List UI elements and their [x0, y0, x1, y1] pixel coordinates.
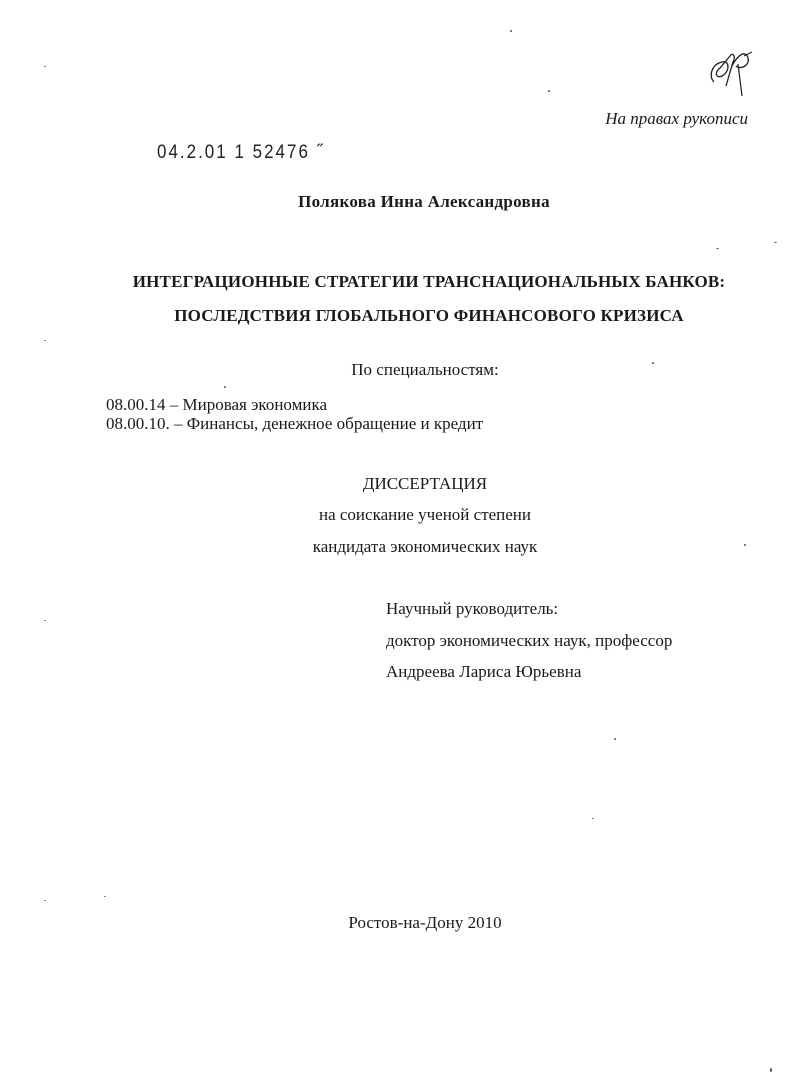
- archive-code-stamp: 04.2.01 1 52476 ˝: [157, 140, 325, 163]
- scan-speck: [510, 30, 512, 32]
- manuscript-rights-note: На правах рукописи: [605, 109, 748, 128]
- scan-speck: [652, 362, 654, 364]
- scan-speck: [104, 896, 106, 897]
- scan-speck: [774, 242, 777, 243]
- handwritten-signature: [700, 42, 760, 102]
- specialties-heading: По специальностям:: [351, 360, 499, 379]
- scan-speck: [224, 386, 226, 388]
- advisor-credentials: доктор экономических наук, профессор: [386, 631, 673, 650]
- dissertation-type: ДИССЕРТАЦИЯ: [362, 474, 488, 493]
- scan-speck: [44, 620, 46, 621]
- specialty-item: 08.00.10. – Финансы, денежное обращение и кредит: [106, 414, 484, 433]
- scan-speck: [716, 248, 719, 249]
- scan-speck: [44, 66, 46, 67]
- author-name: Полякова Инна Александровна: [298, 192, 550, 211]
- advisor-name: Андреева Лариса Юрьевна: [386, 662, 582, 681]
- dissertation-title-line-2: ПОСЛЕДСТВИЯ ГЛОБАЛЬНОГО ФИНАНСОВОГО КРИЗИСА: [174, 306, 684, 325]
- scan-speck: [44, 340, 46, 341]
- specialty-item: 08.00.14 – Мировая экономика: [106, 395, 327, 414]
- scan-speck: [744, 544, 746, 546]
- dissertation-degree: кандидата экономических наук: [312, 537, 538, 556]
- scan-speck: [614, 738, 616, 740]
- scan-speck: [592, 818, 594, 819]
- scan-speck: [548, 90, 550, 92]
- scan-speck: [44, 900, 46, 901]
- scan-speck: [770, 1068, 772, 1072]
- dissertation-purpose: на соискание ученой степени: [318, 505, 532, 524]
- advisor-label: Научный руководитель:: [386, 599, 559, 618]
- dissertation-title-line-1: ИНТЕГРАЦИОННЫЕ СТРАТЕГИИ ТРАНСНАЦИОНАЛЬНЫХ БАНКОВ:: [132, 272, 726, 291]
- place-and-year: Ростов-на-Дону 2010: [348, 913, 502, 932]
